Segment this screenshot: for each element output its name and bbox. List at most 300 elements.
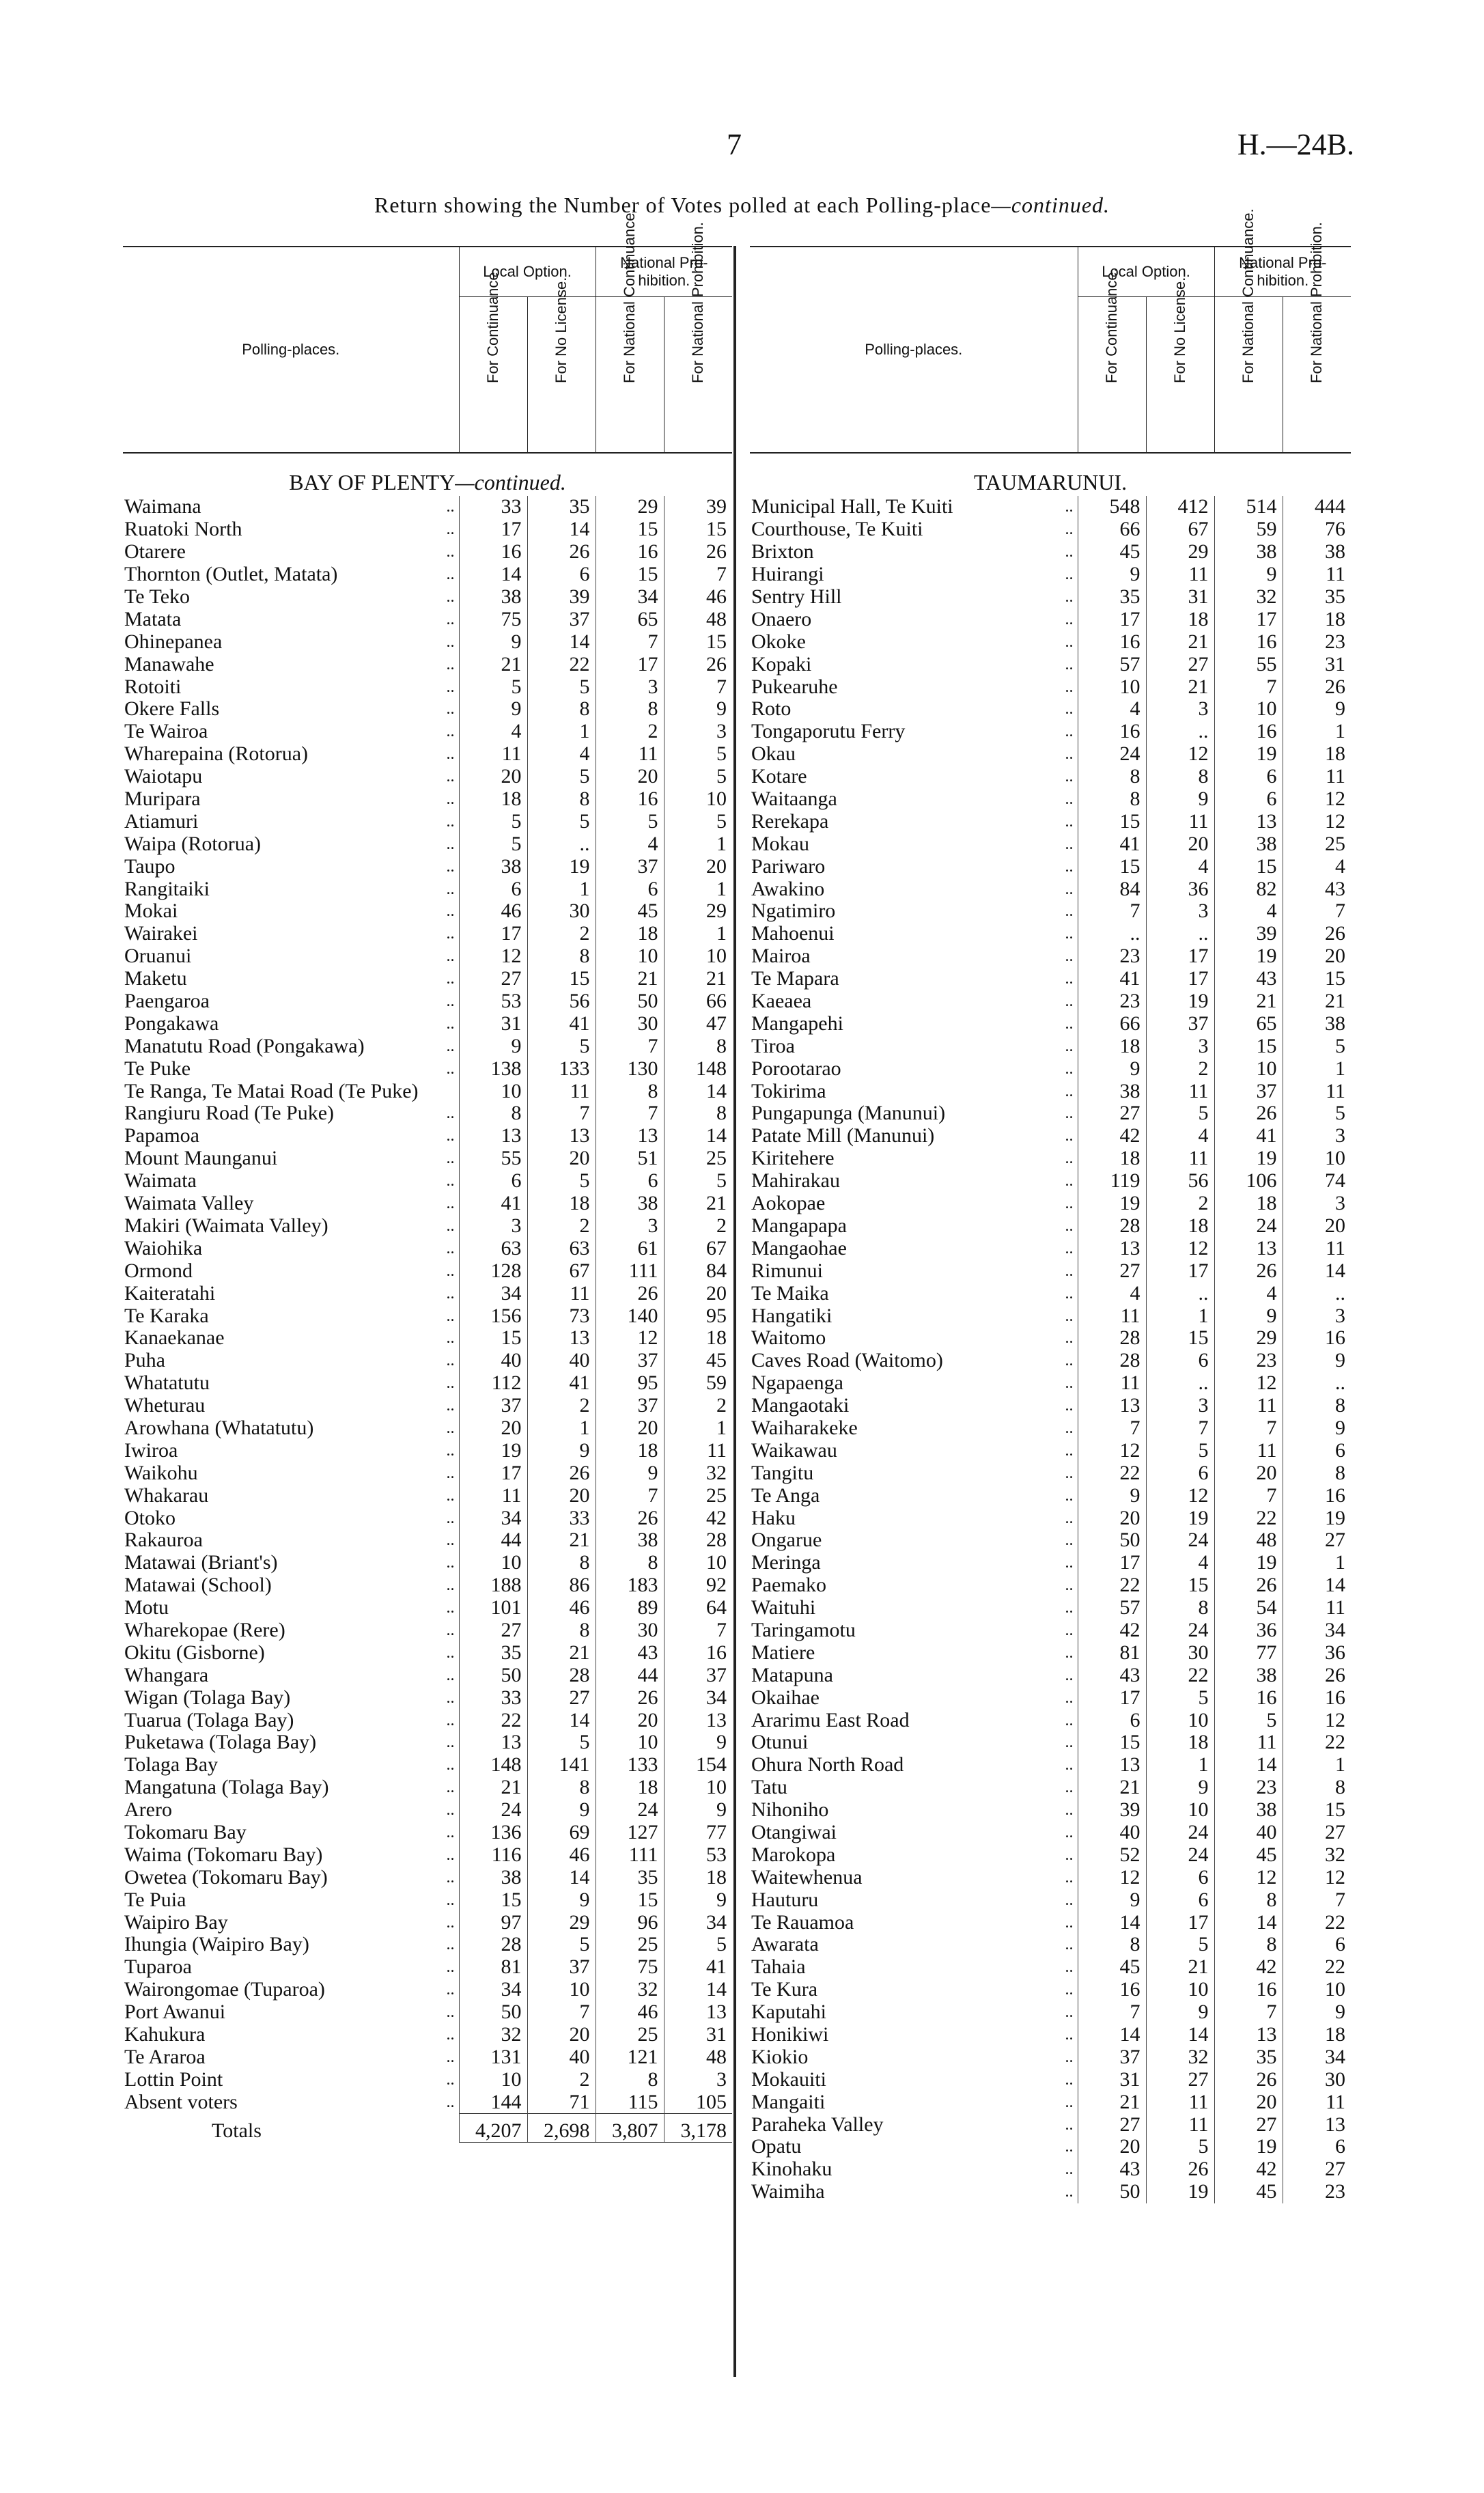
table-row <box>750 1170 1351 1193</box>
table-row <box>750 968 1351 990</box>
for-continuance-value: 41 <box>1078 968 1146 990</box>
for-national-prohibition-value: 31 <box>664 2024 732 2046</box>
polling-place-name: Awarata <box>751 1934 819 1956</box>
for-continuance-value: 14 <box>459 563 527 586</box>
table-row <box>123 496 732 518</box>
leader-dots: .. <box>446 1329 455 1348</box>
polling-place-name: Mokau <box>751 833 809 855</box>
leader-dots: .. <box>446 970 455 988</box>
header-polling-places: Polling-places. <box>750 247 1078 453</box>
for-national-continuance-value: 8 <box>596 1080 664 1102</box>
for-no-license-value: 3 <box>1146 1035 1214 1057</box>
for-no-license-value: 18 <box>527 1193 596 1215</box>
for-continuance-value: 84 <box>1078 878 1146 900</box>
for-national-continuance-value: 32 <box>1214 586 1283 609</box>
for-national-prohibition-value: 148 <box>664 1057 732 1080</box>
polling-place-name: Pukearuhe <box>751 676 838 698</box>
for-national-prohibition-value: 3 <box>664 721 732 743</box>
leader-dots: .. <box>1065 812 1074 831</box>
for-continuance-value: 27 <box>1078 1259 1146 1282</box>
polling-place-name: Mokauiti <box>751 2068 826 2091</box>
for-national-continuance-value: 15 <box>1214 855 1283 878</box>
polling-place-name: Waimana <box>124 496 201 518</box>
polling-place-name: Waiohika <box>124 1237 203 1259</box>
for-national-continuance-value: 95 <box>596 1372 664 1395</box>
for-no-license-value: 27 <box>1146 653 1214 676</box>
polling-place-name: Mangaohae <box>751 1237 847 1259</box>
totals-row <box>123 2114 732 2143</box>
for-national-continuance-value: 111 <box>596 1259 664 1282</box>
leader-dots: .. <box>1065 1307 1074 1325</box>
table-row <box>750 586 1351 609</box>
leader-dots: .. <box>446 1037 455 1055</box>
for-continuance-value: 13 <box>459 1125 527 1147</box>
for-national-prohibition-value: 2 <box>664 1215 732 1238</box>
for-national-prohibition-value: 11 <box>1283 563 1351 586</box>
for-national-prohibition-value: 14 <box>1283 1259 1351 1282</box>
for-national-prohibition-value: 13 <box>664 1709 732 1731</box>
for-national-continuance-value: 10 <box>1214 1057 1283 1080</box>
polling-place-name: Taupo <box>124 855 176 878</box>
for-national-continuance-value: 37 <box>596 855 664 878</box>
leader-dots: .. <box>1065 1397 1074 1415</box>
polling-place-name: Arowhana (Whatatutu) <box>124 1417 314 1439</box>
polling-place-name: Sentry Hill <box>751 585 842 608</box>
polling-place-name: Te Karaka <box>124 1305 209 1327</box>
polling-place-name: Waimata <box>124 1169 197 1193</box>
for-no-license-value: 10 <box>1146 1709 1214 1731</box>
leader-dots: .. <box>446 588 455 606</box>
for-national-continuance-value: 8 <box>596 698 664 721</box>
for-continuance-value: 23 <box>1078 945 1146 968</box>
polling-place-name: Okere Falls <box>124 698 220 721</box>
leader-dots: .. <box>446 1172 455 1190</box>
for-no-license-value: 86 <box>527 1574 596 1597</box>
polling-place-name: Te Mapara <box>751 967 839 990</box>
for-national-continuance-value: 6 <box>596 1170 664 1193</box>
for-national-prohibition-value: 27 <box>1283 1822 1351 1844</box>
leader-dots: .. <box>446 1486 455 1505</box>
leader-dots: .. <box>446 1643 455 1662</box>
polling-place-name: Whatatutu <box>124 1371 210 1395</box>
for-national-prohibition-value: 8 <box>664 1102 732 1125</box>
table-row <box>750 2158 1351 2181</box>
leader-dots: .. <box>1065 1352 1074 1370</box>
for-national-continuance-value: 20 <box>596 1417 664 1440</box>
polling-place-name: Pariwaro <box>751 855 826 878</box>
table-row <box>123 1327 732 1350</box>
table-row <box>123 1237 732 1259</box>
for-national-continuance-value: 45 <box>1214 1843 1283 1866</box>
for-national-continuance-value: 34 <box>596 586 664 609</box>
for-national-continuance-value: 127 <box>596 1822 664 1844</box>
for-national-continuance-value: 14 <box>1214 1911 1283 1934</box>
polling-place-name: Manawahe <box>124 653 214 676</box>
for-national-prohibition-value: 1 <box>1283 1057 1351 1080</box>
for-no-license-value: 2 <box>527 2068 596 2091</box>
polling-place-name: Okaihae <box>751 1686 820 1709</box>
polling-place-name: Haku <box>751 1507 796 1529</box>
for-national-continuance-value: 82 <box>1214 878 1283 900</box>
leader-dots: .. <box>446 723 455 741</box>
for-national-continuance-value: 89 <box>596 1597 664 1619</box>
for-national-continuance-value: 16 <box>1214 630 1283 653</box>
polling-place-name: Papamoa <box>124 1124 199 1147</box>
for-national-continuance-value: 15 <box>596 563 664 586</box>
for-national-prohibition-value: 95 <box>664 1305 732 1327</box>
polling-place-name: Hauturu <box>751 1889 819 1911</box>
table-row <box>123 1484 732 1507</box>
for-no-license-value: 10 <box>1146 1799 1214 1822</box>
leader-dots: .. <box>1065 970 1074 988</box>
table-row <box>750 1574 1351 1597</box>
for-no-license-value: 1 <box>1146 1305 1214 1327</box>
table-row <box>750 1641 1351 1664</box>
table-row <box>123 1731 732 1754</box>
table-row <box>750 1552 1351 1574</box>
leader-dots: .. <box>1065 1329 1074 1348</box>
for-national-continuance-value: 14 <box>1214 1754 1283 1777</box>
for-national-continuance-value: 35 <box>596 1866 664 1889</box>
table-row <box>123 1843 732 1866</box>
for-national-prohibition-value: 84 <box>664 1259 732 1282</box>
table-row <box>750 1731 1351 1754</box>
for-no-license-value: 2 <box>1146 1193 1214 1215</box>
polling-place-name: Kopaki <box>751 653 812 676</box>
for-continuance-value: 57 <box>1078 1597 1146 1619</box>
for-national-prohibition-value: 16 <box>1283 1484 1351 1507</box>
for-no-license-value: 63 <box>527 1237 596 1259</box>
polling-place-name: Kaputahi <box>751 2001 826 2024</box>
polling-place-name: Ohura North Road <box>751 1753 904 1777</box>
for-continuance-value: 43 <box>1078 2158 1146 2181</box>
document-reference: H.—24B. <box>1237 128 1354 161</box>
table-row <box>750 1012 1351 1035</box>
for-national-prohibition-value: 6 <box>1283 1934 1351 1956</box>
for-no-license-value: 5 <box>1146 1439 1214 1462</box>
for-no-license-value: 40 <box>527 1350 596 1372</box>
for-national-prohibition-value: 36 <box>1283 1641 1351 1664</box>
for-no-license-value: 8 <box>527 1552 596 1574</box>
for-national-continuance-value: 77 <box>1214 1641 1283 1664</box>
for-continuance-value: 34 <box>459 1282 527 1305</box>
table-row <box>123 2068 732 2091</box>
table-row <box>750 743 1351 766</box>
table-row <box>123 1080 732 1102</box>
table-row <box>750 1057 1351 1080</box>
polling-place-name: Tatu <box>751 1776 787 1799</box>
leader-dots: .. <box>1065 678 1074 696</box>
for-continuance-value: 52 <box>1078 1843 1146 1866</box>
for-continuance-value: 21 <box>459 653 527 676</box>
leader-dots: .. <box>1065 1195 1074 1213</box>
for-no-license-value: 7 <box>527 1102 596 1125</box>
for-national-continuance-value: 19 <box>1214 945 1283 968</box>
polling-place-name: Porootarao <box>751 1057 841 1080</box>
leader-dots: .. <box>446 1846 455 1864</box>
for-national-prohibition-value: 3 <box>1283 1305 1351 1327</box>
for-no-license-value: 13 <box>527 1125 596 1147</box>
for-national-continuance-value: 38 <box>596 1529 664 1552</box>
table-row <box>750 1822 1351 1844</box>
leader-dots: .. <box>446 1059 455 1078</box>
for-continuance-value: 131 <box>459 2046 527 2068</box>
for-no-license-value: 11 <box>527 1080 596 1102</box>
for-no-license-value: 20 <box>527 2024 596 2046</box>
for-continuance-value: 22 <box>459 1709 527 1731</box>
leader-dots: .. <box>446 1868 455 1886</box>
for-national-prohibition-value: 1 <box>664 1417 732 1440</box>
leader-dots: .. <box>1065 857 1074 876</box>
polling-place-name: Maketu <box>124 967 187 990</box>
for-continuance-value: 44 <box>459 1529 527 1552</box>
polling-place-name: Rimunui <box>751 1259 824 1282</box>
polling-place-name: Waimata Valley <box>124 1192 254 1215</box>
for-continuance-value: 16 <box>1078 721 1146 743</box>
for-national-continuance-value: 61 <box>596 1237 664 1259</box>
for-national-prohibition-value: 9 <box>1283 1417 1351 1440</box>
leader-dots: .. <box>1065 1216 1074 1235</box>
for-national-continuance-value: 35 <box>1214 2046 1283 2068</box>
for-no-license-value: 21 <box>527 1641 596 1664</box>
for-no-license-value: 14 <box>527 630 596 653</box>
table-row <box>750 945 1351 968</box>
for-national-prohibition-value: 9 <box>1283 2001 1351 2024</box>
for-national-continuance-value: 11 <box>596 743 664 766</box>
polling-place-name: Waima (Tokomaru Bay) <box>124 1843 323 1866</box>
polling-place-name: Mangaiti <box>751 2091 826 2113</box>
table-row <box>123 945 732 968</box>
for-national-continuance-value: 19 <box>1214 1552 1283 1574</box>
table-row <box>123 1350 732 1372</box>
for-national-prohibition-value: 12 <box>1283 810 1351 833</box>
polling-place-name: Matapuna <box>751 1664 833 1686</box>
for-national-prohibition-value: 11 <box>1283 1597 1351 1619</box>
for-national-prohibition-value: 16 <box>664 1641 732 1664</box>
for-continuance-value: 50 <box>459 2001 527 2024</box>
table-row <box>750 496 1351 518</box>
for-national-continuance-value: 20 <box>596 1709 664 1731</box>
polling-place-name: Puketawa (Tolaga Bay) <box>124 1731 317 1754</box>
for-continuance-value: 38 <box>459 855 527 878</box>
for-continuance-value: 9 <box>1078 563 1146 586</box>
leader-dots: .. <box>446 925 455 943</box>
polling-place-name: Opatu <box>751 2136 802 2158</box>
for-national-prohibition-value: 25 <box>664 1147 732 1170</box>
leader-dots: .. <box>1065 1823 1074 1841</box>
for-no-license-value: 12 <box>1146 1237 1214 1259</box>
for-national-prohibition-value: 26 <box>1283 1664 1351 1686</box>
table-row <box>750 990 1351 1013</box>
table-row <box>123 1170 732 1193</box>
for-national-prohibition-value: 5 <box>664 743 732 766</box>
for-national-prohibition-value: 25 <box>1283 833 1351 855</box>
for-national-prohibition-value: 21 <box>1283 990 1351 1013</box>
polling-place-name: Wharekopae (Rere) <box>124 1619 285 1641</box>
for-no-license-value: 22 <box>527 653 596 676</box>
leader-dots: .. <box>1065 2183 1074 2201</box>
for-no-license-value: 4 <box>1146 855 1214 878</box>
polling-place-name: Atiamuri <box>124 810 199 833</box>
for-continuance-value: 28 <box>1078 1215 1146 1238</box>
polling-place-name: Oruanui <box>124 945 192 968</box>
for-continuance-value: 6 <box>459 878 527 900</box>
for-continuance-value: 45 <box>1078 1956 1146 1979</box>
leader-dots: .. <box>446 1599 455 1617</box>
for-no-license-value: 1 <box>527 878 596 900</box>
leader-dots: .. <box>446 1262 455 1280</box>
polling-place-name: Matiere <box>751 1641 815 1664</box>
polling-place-name: Tahaia <box>751 1955 806 1979</box>
for-national-prohibition-value: 5 <box>664 1170 732 1193</box>
for-no-license-value: 8 <box>527 698 596 721</box>
for-no-license-value: 19 <box>527 855 596 878</box>
for-national-continuance-value: 20 <box>1214 2091 1283 2113</box>
for-national-continuance-value: 10 <box>596 1731 664 1754</box>
for-national-continuance-value: 65 <box>1214 1012 1283 1035</box>
for-no-license-value: 15 <box>527 968 596 990</box>
for-no-license-value: 1 <box>527 721 596 743</box>
for-no-license-value: 1 <box>527 1417 596 1440</box>
for-national-continuance-value: 43 <box>596 1641 664 1664</box>
for-national-continuance-value: 8 <box>1214 1889 1283 1911</box>
for-continuance-value: 40 <box>459 1350 527 1372</box>
leader-dots: .. <box>446 745 455 764</box>
for-continuance-value: 66 <box>1078 518 1146 541</box>
for-national-prohibition-value: 34 <box>664 1686 732 1709</box>
leader-dots: .. <box>1065 1509 1074 1527</box>
leader-dots: .. <box>1065 632 1074 651</box>
table-row <box>123 1979 732 2001</box>
for-national-prohibition-value: 74 <box>1283 1170 1351 1193</box>
for-national-prohibition-value: 92 <box>664 1574 732 1597</box>
for-no-license-value: 24 <box>1146 1843 1214 1866</box>
for-continuance-value: 548 <box>1078 496 1146 518</box>
for-national-continuance-value: 42 <box>1214 2158 1283 2181</box>
for-national-prohibition-value: 9 <box>664 1799 732 1822</box>
for-no-license-value: 20 <box>527 1484 596 1507</box>
for-national-prohibition-value: 66 <box>664 990 732 1013</box>
for-no-license-value: 5 <box>527 1731 596 1754</box>
for-national-prohibition-value: 1 <box>1283 1754 1351 1777</box>
polling-place-name: Makiri (Waimata Valley) <box>124 1214 328 1237</box>
table-row <box>750 1305 1351 1327</box>
for-national-continuance-value: 6 <box>1214 788 1283 811</box>
leader-dots: .. <box>446 1554 455 1572</box>
polling-place-name: Tuarua (Tolaga Bay) <box>124 1709 294 1731</box>
for-national-continuance-value: 121 <box>596 2046 664 2068</box>
for-national-continuance-value: 13 <box>1214 1237 1283 1259</box>
leader-dots: .. <box>1065 1801 1074 1820</box>
polling-place-name: Motu <box>124 1596 169 1619</box>
for-national-prohibition-value: 38 <box>1283 1012 1351 1035</box>
for-national-prohibition-value: 27 <box>1283 2158 1351 2181</box>
polling-place-name: Matata <box>124 608 182 630</box>
for-national-continuance-value: 18 <box>596 1777 664 1799</box>
for-no-license-value: 6 <box>1146 1350 1214 1372</box>
table-row <box>750 1125 1351 1147</box>
polling-place-name: Tiroa <box>751 1035 795 1057</box>
for-no-license-value: 5 <box>527 766 596 788</box>
for-continuance-value: 10 <box>459 1080 527 1102</box>
total-for-no-license: 2,698 <box>527 2114 596 2143</box>
for-continuance-value: 16 <box>1078 1979 1146 2001</box>
for-continuance-value: 15 <box>1078 810 1146 833</box>
for-national-continuance-value: 8 <box>596 2068 664 2091</box>
header-for-continuance: For Continuance. <box>459 297 527 453</box>
table-row <box>750 518 1351 541</box>
for-continuance-value: 136 <box>459 1822 527 1844</box>
for-no-license-value: 2 <box>1146 1057 1214 1080</box>
leader-dots: .. <box>1065 880 1074 898</box>
for-no-license-value: 1 <box>1146 1754 1214 1777</box>
leader-dots: .. <box>446 1823 455 1841</box>
table-row <box>123 563 732 586</box>
leader-dots: .. <box>1065 2138 1074 2156</box>
leader-dots: .. <box>1065 1779 1074 1797</box>
table-row <box>750 1259 1351 1282</box>
for-no-license-value: 36 <box>1146 878 1214 900</box>
leader-dots: .. <box>1065 1981 1074 1999</box>
for-no-license-value: 46 <box>527 1597 596 1619</box>
for-continuance-value: 13 <box>1078 1237 1146 1259</box>
leader-dots: .. <box>1065 1868 1074 1886</box>
table-row <box>750 2113 1351 2136</box>
leader-dots: .. <box>446 1756 455 1774</box>
for-continuance-value: 81 <box>459 1956 527 1979</box>
for-no-license-value: 12 <box>1146 1484 1214 1507</box>
polling-place-name: Mount Maunganui <box>124 1147 278 1170</box>
totals-label: Totals <box>212 2119 262 2142</box>
for-no-license-value: 11 <box>1146 1147 1214 1170</box>
for-continuance-value: 34 <box>459 1507 527 1529</box>
polling-place-name: Okitu (Gisborne) <box>124 1641 265 1664</box>
polling-place-name: Patate Mill (Manunui) <box>751 1124 935 1147</box>
polling-place-name: Waimiha <box>751 2180 825 2203</box>
for-national-continuance-value: 20 <box>596 766 664 788</box>
for-no-license-value: 9 <box>527 1889 596 1911</box>
for-no-license-value: 17 <box>1146 945 1214 968</box>
table-row <box>123 1664 732 1686</box>
leader-dots: .. <box>446 768 455 786</box>
for-national-prohibition-value: 22 <box>1283 1731 1351 1754</box>
for-no-license-value: 5 <box>1146 2136 1214 2158</box>
table-row <box>750 1327 1351 1350</box>
header-local-option: Local Option. <box>1078 247 1214 297</box>
table-row <box>123 1619 732 1642</box>
for-national-prohibition-value: 30 <box>1283 2068 1351 2091</box>
for-continuance-value: 188 <box>459 1574 527 1597</box>
for-national-continuance-value: 75 <box>596 1956 664 1979</box>
for-national-continuance-value: 40 <box>1214 1822 1283 1844</box>
for-national-prohibition-value: 20 <box>1283 1215 1351 1238</box>
table-row <box>123 1147 732 1170</box>
for-no-license-value: .. <box>1146 1282 1214 1305</box>
leader-dots: .. <box>446 1733 455 1752</box>
for-national-prohibition-value: 27 <box>1283 1529 1351 1552</box>
for-no-license-value: 56 <box>527 990 596 1013</box>
for-no-license-value: 8 <box>527 788 596 811</box>
table-row <box>750 1484 1351 1507</box>
for-no-license-value: 69 <box>527 1822 596 1844</box>
table-row <box>750 1462 1351 1484</box>
polling-place-name: Rangiuru Road (Te Puke) <box>124 1102 335 1125</box>
table-row <box>123 1934 732 1956</box>
polling-place-name: Tuparoa <box>124 1955 192 1979</box>
header-for-national-prohibition: For National Prohibition. <box>1283 297 1351 453</box>
leader-dots: .. <box>446 632 455 651</box>
for-national-prohibition-value: 444 <box>1283 496 1351 518</box>
